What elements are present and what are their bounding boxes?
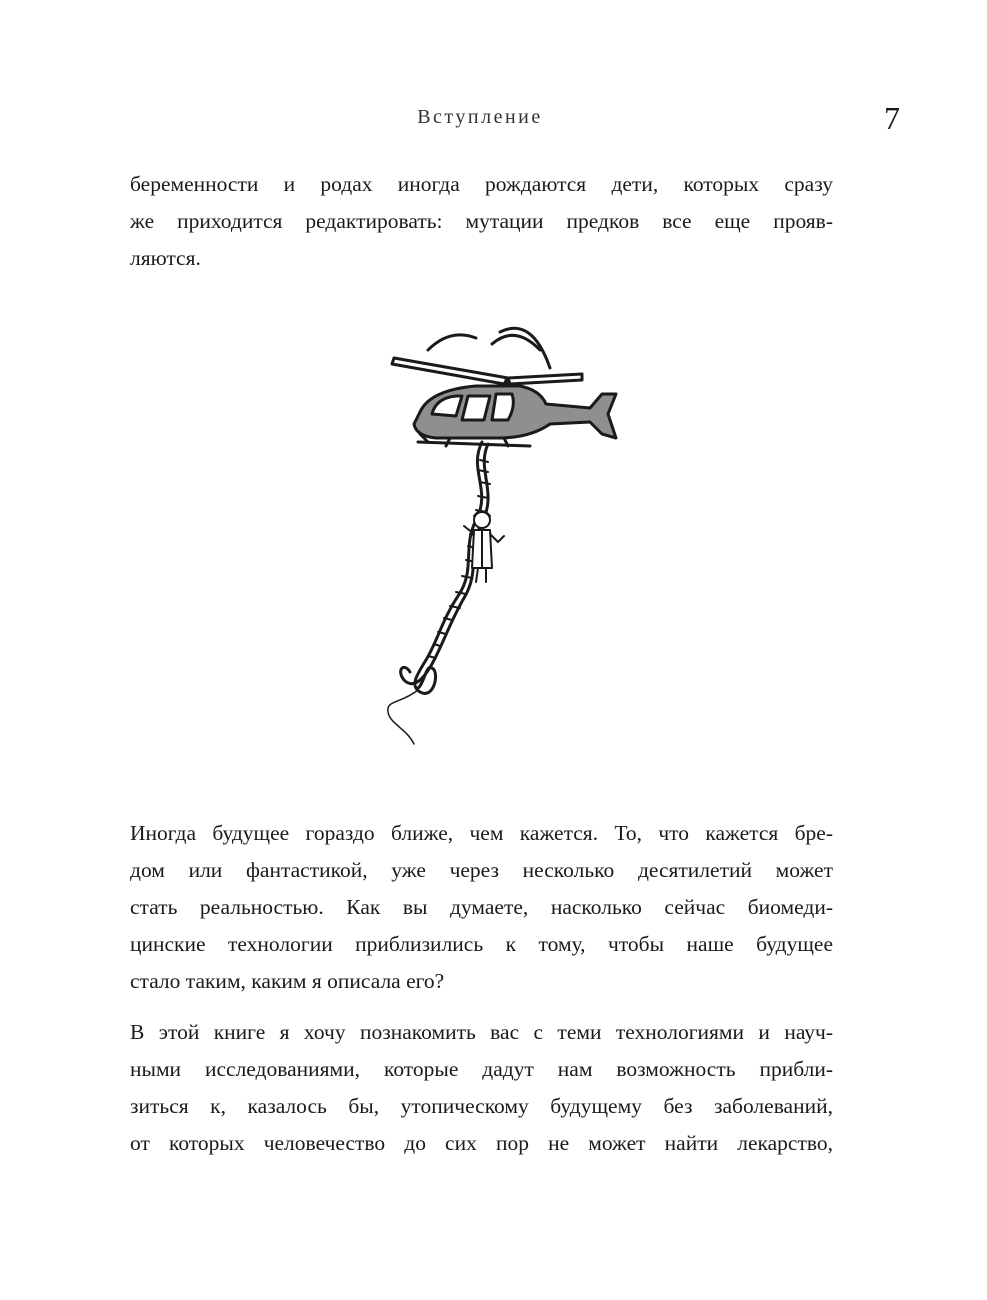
paragraph-2 [130,815,833,1000]
text-line: от которых человечество до сих пор не может найти лекарство, [130,1131,833,1155]
text-line: цинские технологии приблизились к тому, чтобы наше будущее [130,932,833,956]
text-line: ляются. [130,246,201,270]
text-line: ными исследованиями, которые дадут нам возможность прибли- [130,1057,833,1081]
text-line: Иногда будущее гораздо ближе, чем кажется. То, что кажется бре- [130,821,833,845]
helicopter-dna-illustration [380,320,630,760]
text-line: же приходится редактировать: мутации предков все еще прояв- [130,209,833,233]
paragraph-1 [130,166,833,277]
helicopter-icon [392,328,616,446]
page-number: 7 [884,100,900,136]
text-line: беременности и родах иногда рождаются дети, которых сразу [130,172,833,196]
text-line: В этой книге я хочу познакомить вас с теми технологиями и науч- [130,1020,833,1044]
dna-ladder-icon [388,442,490,744]
text-line: стать реальностью. Как вы думаете, насколько сейчас биомеди- [130,895,833,919]
paragraph-3 [130,1014,833,1162]
text-line: стало таким, каким я описала его? [130,969,445,993]
text-line: зиться к, казалось бы, утопическому будущему без заболеваний, [130,1094,833,1118]
text-line: дом или фантастикой, уже через несколько десятилетий может [130,858,833,882]
running-head-title: Вступление [417,106,543,128]
